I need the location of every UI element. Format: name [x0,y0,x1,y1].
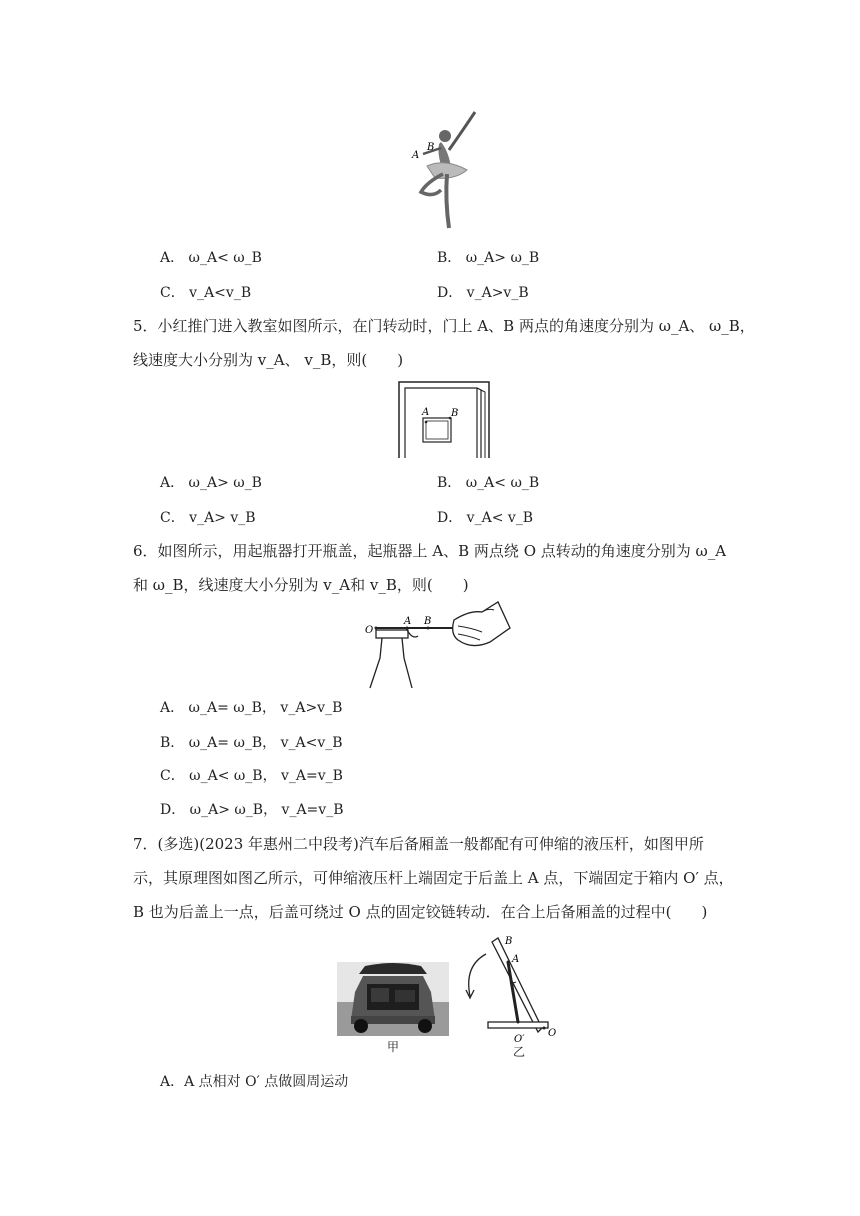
q5-option-b: B． ω_A< ω_B [437,475,540,491]
dancer-figure [405,108,485,233]
q5-option-c: C． v_A> v_B [160,510,256,526]
dancer-label-a: A [412,150,420,161]
diagram-label-o-prime: O′ [514,1034,525,1045]
caption-jia: 甲 [386,1040,399,1054]
caption-yi: 乙 [512,1045,525,1059]
q6-option-c: C． ω_A< ω_B， v_A=v_B [160,768,343,784]
opener-label-b: B [424,616,432,627]
q7-option-a: A．A 点相对 O′ 点做圆周运动 [160,1074,349,1090]
hydraulic-diagram [458,932,570,1056]
q7-question-line-3: B 也为后盖上一点，后盖可绕过 O 点的固定铰链转动．在合上后备厢盖的过程中( ) [133,903,708,921]
q6-option-b: B． ω_A= ω_B， v_A<v_B [160,735,343,751]
q5-question-line-1: 5．小红推门进入教室如图所示，在门转动时，门上 A、B 两点的角速度分别为 ω_A、 ω_B， [133,317,755,335]
q5-question-line-2: 线速度大小分别为 v_A、 v_B，则( ) [133,351,404,369]
diagram-label-a: A [512,954,520,965]
opener-label-a: A [404,616,412,627]
q6-question-line-2: 和 ω_B，线速度大小分别为 v_A和 v_B，则( ) [133,576,469,594]
door-label-a: A [422,407,430,418]
q7-question-line-2: 示，其原理图如图乙所示，可伸缩液压杆上端固定于后盖上 A 点，下端固定于箱内 O′ 点， [133,869,734,887]
door-label-b: B [451,408,459,419]
dancer-label-b: B [427,142,435,153]
car-trunk-photo [337,962,449,1036]
q4-option-b: B． ω_A> ω_B [437,250,540,266]
q4-option-d: D． v_A>v_B [437,285,529,301]
q7-question-line-1: 7．(多选)(2023 年惠州二中段考)汽车后备厢盖一般都配有可伸缩的液压杆，如图甲所 [133,835,704,853]
q5-option-d: D． v_A< v_B [437,510,534,526]
q5-option-a: A． ω_A> ω_B [160,475,262,491]
bottle-opener-figure [362,598,512,690]
diagram-label-b: B [505,936,513,947]
diagram-label-o: O [548,1028,557,1039]
q4-option-c: C． v_A<v_B [160,285,252,301]
q4-option-a: A． ω_A< ω_B [160,250,262,266]
opener-label-o: O [365,625,374,636]
q6-option-a: A． ω_A= ω_B， v_A>v_B [160,700,343,716]
q6-option-d: D． ω_A> ω_B， v_A=v_B [160,802,344,818]
q6-question-line-1: 6．如图所示，用起瓶器打开瓶盖，起瓶器上 A、B 两点绕 O 点转动的角速度分别为 ω_A [133,542,727,560]
door-figure [395,378,495,460]
